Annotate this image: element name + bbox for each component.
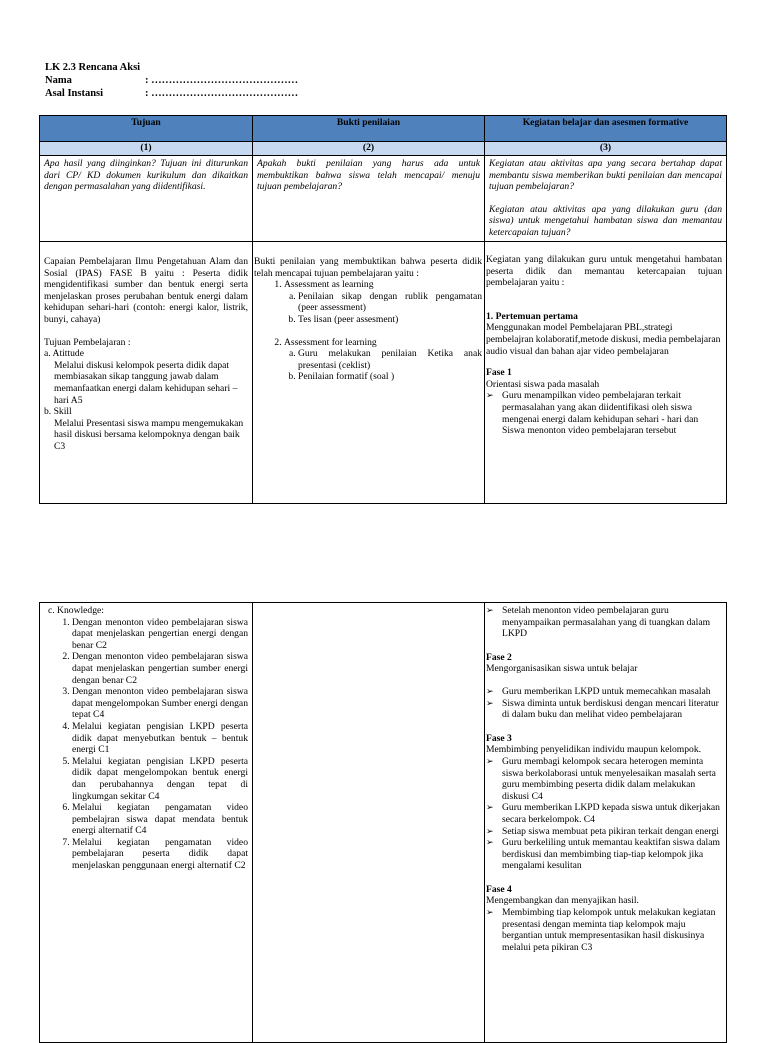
fase-1-heading: Fase 1 (486, 367, 512, 379)
bukti-intro: Bukti penilaian yang membuktikan bahwa peserta didik telah mencapai tujuan pembelajaran yaitu : (254, 256, 482, 279)
list-item: ➢ Guru menampilkan video pembelajaran terkait permasalahan yang akan diidentifikasi oleh siswa mengenai energi dalam kehidupan sehari - hari dan Siswa menonton video pembelajaran tersebut (486, 390, 722, 436)
list-item: ➢ Siswa diminta untuk berdiskusi dengan mencari literatur di dalam buku dan melihat video pembelajaran (486, 698, 722, 721)
list-item: ➢ Guru membagi kelompok secara heterogen meminta siswa berkolaborasi untuk menyelesaikan masalah serta guru membimbing peserta didik dalam melakukan diskusi C4 (486, 756, 722, 802)
sub-item: a. Penilaian sikap dengan rublik pengamatan (peer assessment) (298, 291, 482, 314)
assessment-as-learning (284, 279, 482, 325)
empty-cell (253, 603, 485, 1043)
fase-4-heading: Fase 4 (486, 883, 512, 895)
capaian-text: Capaian Pembelajaran Ilmu Pengetahuan Alam dan Sosial (IPAS) FASE B yaitu : Peserta didik mengidentifikasi sumber dan bentuk energi serta menjelaskan proses perubahan bentuk energi dalam kehidupan sehari-hari (contoh: energi kalor, listrik, bunyi, cahaya) (44, 256, 248, 325)
col-number-3: (3) (485, 142, 727, 156)
fase-2-desc: Mengorganisasikan siswa untuk belajar (486, 663, 638, 675)
sub-item: a. Guru melakukan penilaian Ketika anak presentasi (ceklist) (298, 348, 482, 371)
document-header (45, 61, 298, 100)
col-number-2: (2) (253, 142, 485, 156)
kegiatan-intro: Kegiatan yang dilakukan guru untuk mengetahui hambatan peserta didik dan memantau ketercapaian tujuan pembelajaran yaitu : (486, 254, 722, 289)
fase-1-continued-list (486, 605, 722, 640)
fase-2-list (486, 686, 722, 721)
list-item: 1. Dengan menonton video pembelajaran siswa dapat menjelaskan pengertian energi dengan benar C2 (72, 617, 248, 652)
header-row (40, 116, 727, 142)
list-item: ➢ Setiap siswa membuat peta pikiran terkait dengan energi (486, 826, 722, 838)
fase-cell (485, 603, 727, 1043)
nama-label: Nama (45, 75, 72, 86)
assessment-for-learning (284, 337, 482, 383)
action-plan-table-continued (39, 602, 727, 1043)
assessment-list (254, 279, 482, 383)
col-header-kegiatan: Kegiatan belajar dan asesmen formative (485, 116, 727, 142)
tp-heading: Tujuan Pembelajaran : (44, 336, 131, 348)
skill-text: Melalui Presentasi siswa mampu mengemukakan hasil diskusi bersama kelompoknya dengan baik C3 (54, 417, 244, 452)
list-item: ➢ Membimbing tiap kelompok untuk melakukan kegiatan presentasi dengan meminta tiap kelompok maju bergantian untuk mempresentasikan hasil diskusinya melalui peta pikiran C3 (486, 907, 722, 953)
skill-label: b. Skill (44, 406, 72, 418)
col-number-1: (1) (40, 142, 253, 156)
knowledge-list (44, 617, 248, 872)
pertemuan-heading: 1. Pertemuan pertama (486, 310, 578, 322)
guide-kegiatan-b: Kegiatan atau aktivitas apa yang dilakukan guru (dan siswa) untuk mengetahui hambatan siswa dan memantau ketercapaian tujuan? (489, 203, 722, 238)
attitude-text: Melalui diskusi kelompok peserta didik dapat membiasakan sikap tanggung jawab dalam memanfaatkan energi dalam kehidupan sehari – hari A5 (54, 359, 238, 406)
asal-label: Asal Instansi (45, 88, 104, 99)
number-row (40, 142, 727, 156)
list-item: 4. Melalui kegiatan pengisian LKPD peserta didik dapat menyebutkan bentuk – bentuk energi C1 (72, 721, 248, 756)
sub-item: b. Penilaian formatif (soal ) (298, 371, 482, 383)
guide-kegiatan-a: Kegiatan atau aktivitas apa yang secara bertahap dapat membantu siswa memberikan bukti penilaian dan mencapai tujuan pembelajaran? (489, 158, 722, 193)
content-row (40, 242, 727, 504)
list-item: ➢ Guru berkeliling untuk memantau keaktifan siswa dalam berdiskusi dan membimbing tiap-tiap kelompok jika mengalami kesulitan (486, 837, 722, 872)
list-item: ➢ Guru memberikan LKPD kepada siswa untuk dikerjakan secara berkelompok. C4 (486, 802, 722, 825)
attitude-label: a. Atittude (44, 348, 84, 360)
fase-4-list (486, 907, 722, 953)
knowledge-label: c. Knowledge: (48, 605, 104, 616)
list-item: ➢ Guru memberikan LKPD untuk memecahkan masalah (486, 686, 722, 698)
col-header-bukti: Bukti penilaian (253, 116, 485, 142)
list-item: 7. Melalui kegiatan pengamatan video pembelajaran peserta didik dapat menjelaskan penggunaan energi alternatif C2 (72, 837, 248, 872)
nama-row (45, 74, 298, 87)
guide-tujuan: Apa hasil yang diinginkan? Tujuan ini diturunkan dari CP/ KD dokumen kurikulum dan dikaitkan dengan permasalahan yang diidentifikasi. (40, 156, 253, 242)
assessment-as-learning-label: Assessment as learning (284, 279, 374, 291)
fase-3-desc: Membimbing penyelidikan individu maupun kelompok. (486, 744, 702, 756)
list-item: ➢ Setelah menonton video pembelajaran guru menyampaikan permasalahan yang di tuangkan dalam LKPD (486, 605, 722, 640)
as-learning-sublist (284, 291, 482, 326)
list-item: 2. Dengan menonton video pembelajaran siswa dapat menjelaskan pengertian sumber energi dengan benar C2 (72, 651, 248, 686)
asal-value: : …………………………………… (145, 88, 299, 99)
for-learning-sublist (284, 348, 482, 383)
fase-4-desc: Mengembangkan dan menyajikan hasil. (486, 895, 639, 907)
list-item: 6. Melalui kegiatan pengamatan video pembelajran siswa dapat mendata bentuk energi alternatif C4 (72, 802, 248, 837)
bukti-cell (253, 242, 485, 504)
fase-3-heading: Fase 3 (486, 732, 512, 744)
tujuan-cell (40, 242, 253, 504)
action-plan-table (39, 115, 727, 504)
guide-row (40, 156, 727, 242)
sub-item: b. Tes lisan (peer assesment) (298, 314, 482, 326)
col-header-tujuan: Tujuan (40, 116, 253, 142)
doc-title: LK 2.3 Rencana Aksi (45, 62, 141, 73)
guide-bukti: Apakah bukti penilaian yang harus ada untuk membuktikan bahwa siswa telah mencapai/ menuju tujuan pembelajaran? (253, 156, 485, 242)
guide-kegiatan (485, 156, 727, 242)
kegiatan-cell (485, 242, 727, 504)
list-item: 5. Melalui kegiatan pengisian LKPD peserta didik dapat mengelompokan bentuk energi dan perubahannya dengan tepat di lingkumgan sekitar C4 (72, 756, 248, 802)
continued-row (40, 603, 727, 1043)
fase-1-desc: Orientasi siswa pada masalah (486, 378, 600, 390)
knowledge-cell (40, 603, 253, 1043)
nama-value: : …………………………………… (145, 75, 299, 86)
fase-2-heading: Fase 2 (486, 651, 512, 663)
fase-3-list (486, 756, 722, 872)
model-text: Menggunakan model Pembelajaran PBL,strategi pembelajran kolaboratif,metode diskusi, media pembelajaran audio visual dan bahan ajar video pembelajaran (486, 322, 721, 357)
assessment-for-learning-label: Assessment for learning (284, 336, 377, 348)
asal-row (45, 87, 298, 100)
list-item: 3. Dengan menonton video pembelajaran siswa dapat mengelompokan Sumber energi dengan tepat C4 (72, 686, 248, 721)
fase-1-list (486, 390, 722, 436)
